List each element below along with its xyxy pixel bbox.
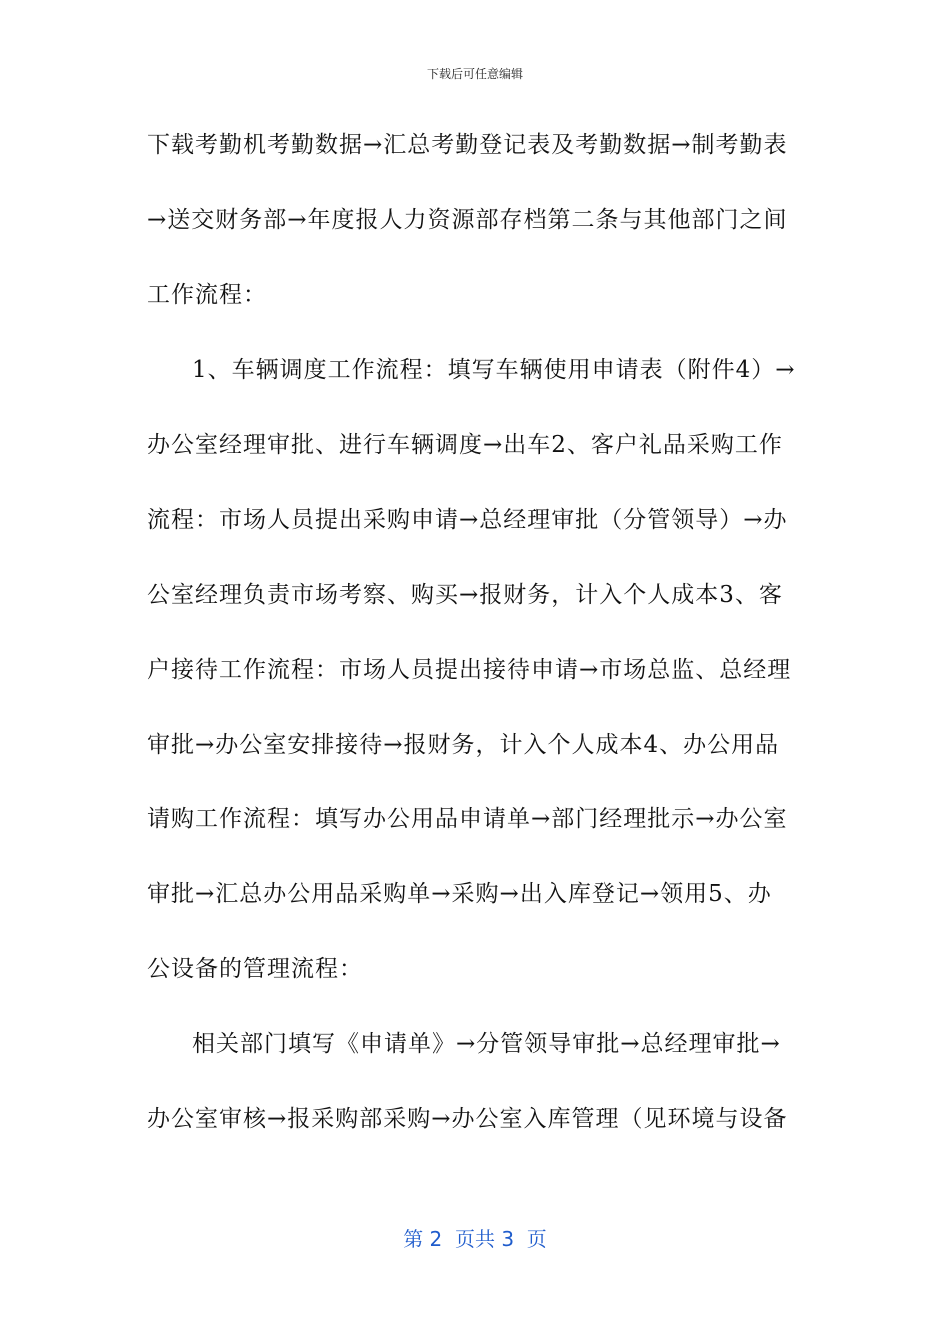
body-line: 公设备的管理流程： [147,956,363,982]
page-number-footer: 第 2 页共 3 页 [403,1227,547,1251]
paragraph-first-line: 相关部门填写《申请单》→分管领导审批→总经理审批→ [192,1031,781,1057]
body-line: 户接待工作流程：市场人员提出接待申请→市场总监、总经理 [147,657,792,683]
body-line: 流程：市场人员提出采购申请→总经理审批（分管领导）→办 [147,507,788,533]
body-line: 办公室审核→报采购部采购→办公室入库管理（见环境与设备 [147,1106,788,1132]
body-line: 审批→汇总办公用品采购单→采购→出入库登记→领用5、办 [147,881,772,907]
body-line: 请购工作流程：填写办公用品申请单→部门经理批示→办公室 [147,806,788,832]
page-header: 下载后可任意编辑 [426,67,523,81]
body-line: →送交财务部→年度报人力资源部存档第二条与其他部门之间 [147,207,788,233]
body-line: 办公室经理审批、进行车辆调度→出车2、客户礼品采购工作 [147,432,783,458]
body-line: 下载考勤机考勤数据→汇总考勤登记表及考勤数据→制考勤表 [147,132,788,158]
body-line: 审批→办公室安排接待→报财务，计入个人成本4、办公用品 [147,732,780,758]
body-line: 工作流程： [147,282,267,308]
body-line: 公室经理负责市场考察、购买→报财务，计入个人成本3、客 [147,582,783,608]
paragraph-first-line: 1、车辆调度工作流程：填写车辆使用申请表（附件4）→ [192,357,796,383]
